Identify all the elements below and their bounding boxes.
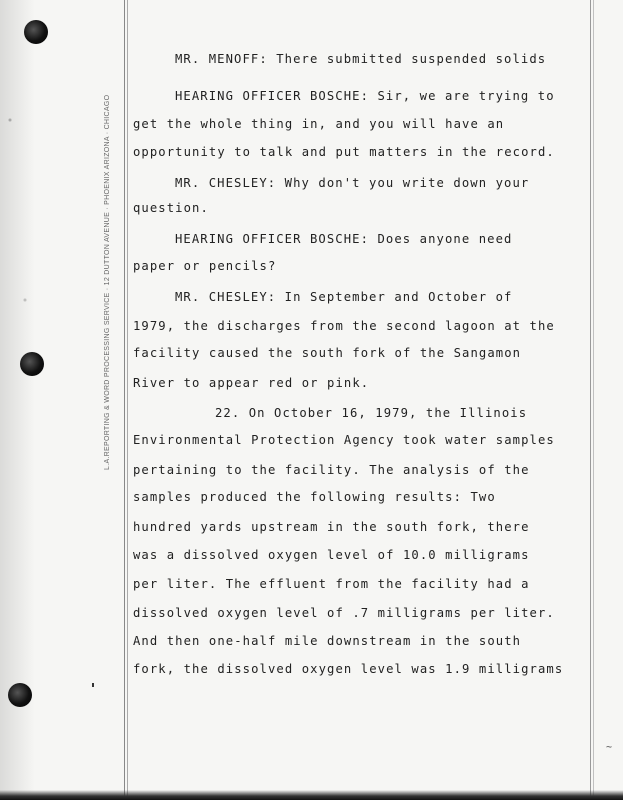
line-8: paper or pencils? xyxy=(133,259,277,273)
line-19: per liter. The effluent from the facility had a xyxy=(133,577,530,591)
line-16: samples produced the following results: Two xyxy=(133,490,496,504)
left-margin-rule xyxy=(124,0,125,800)
left-margin-rule-inner xyxy=(127,0,128,800)
right-margin-rule xyxy=(590,0,591,800)
binder-hole-middle xyxy=(20,352,44,376)
line-1: MR. MENOFF: There submitted suspended solids xyxy=(175,52,547,66)
line-6: question. xyxy=(133,201,209,215)
line-21: And then one-half mile downstream in the south xyxy=(133,634,522,648)
line-15: pertaining to the facility. The analysis of the xyxy=(133,463,530,477)
line-14: Environmental Protection Agency took water samples xyxy=(133,433,555,447)
scan-bottom-edge xyxy=(0,790,623,800)
line-20: dissolved oxygen level of .7 milligrams per liter. xyxy=(133,606,555,620)
line-5: MR. CHESLEY: Why don't you write down your xyxy=(175,176,530,190)
line-4: opportunity to talk and put matters in the record. xyxy=(133,145,555,159)
right-margin-rule-inner xyxy=(593,0,594,800)
scan-edge-noise xyxy=(0,0,58,800)
margin-tick xyxy=(92,683,94,687)
line-10: 1979, the discharges from the second lagoon at the xyxy=(133,319,555,333)
line-18: was a dissolved oxygen level of 10.0 milligrams xyxy=(133,548,530,562)
line-3: get the whole thing in, and you will have an xyxy=(133,117,505,131)
line-22: fork, the dissolved oxygen level was 1.9 milligrams xyxy=(133,662,564,676)
corner-mark: ~ xyxy=(606,742,613,753)
line-7: HEARING OFFICER BOSCHE: Does anyone need xyxy=(175,232,513,246)
line-11: facility caused the south fork of the Sangamon xyxy=(133,346,522,360)
line-2: HEARING OFFICER BOSCHE: Sir, we are trying to xyxy=(175,89,555,103)
vertical-side-imprint: L.A.REPORTING & WORD PROCESSING SERVICE · 12 DUTTON AVENUE · PHOENIX ARIZONA · CHICAGO xyxy=(104,94,111,470)
line-13: 22. On October 16, 1979, the Illinois xyxy=(215,406,528,420)
line-12: River to appear red or pink. xyxy=(133,376,370,390)
line-17: hundred yards upstream in the south fork, there xyxy=(133,520,530,534)
binder-hole-bottom xyxy=(8,683,32,707)
line-9: MR. CHESLEY: In September and October of xyxy=(175,290,513,304)
binder-hole-top xyxy=(24,20,48,44)
